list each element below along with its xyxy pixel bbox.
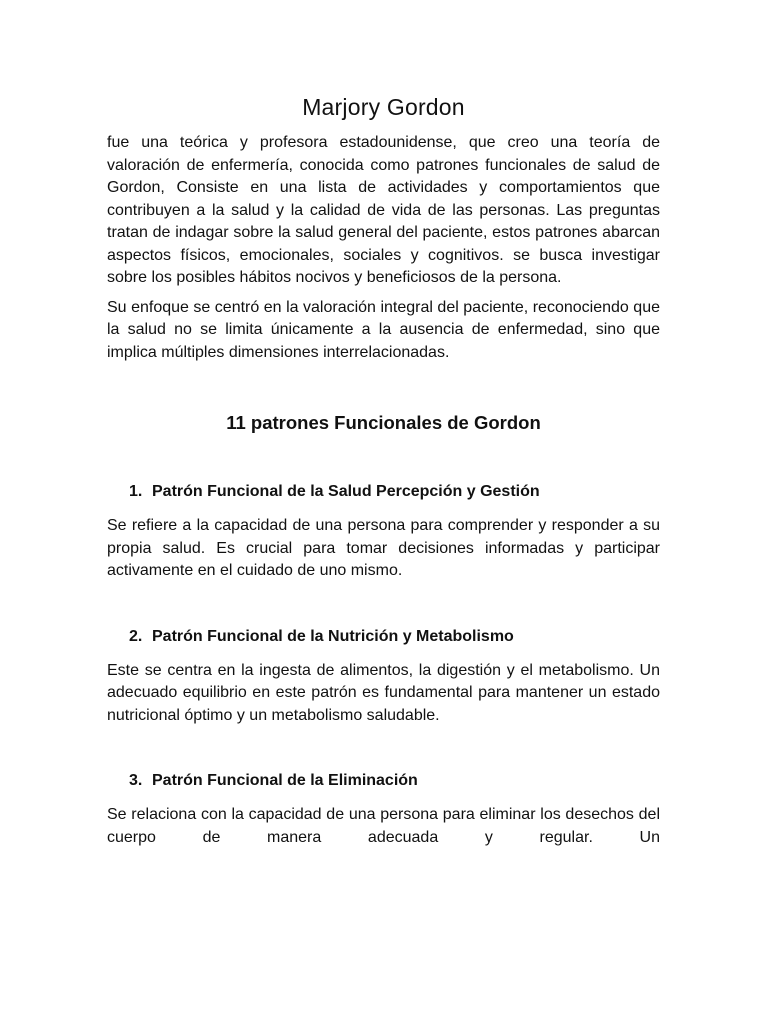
pattern-3 [107, 770, 660, 849]
pattern-text: Este se centra en la ingesta de alimentos, la digestión y el metabolismo. Un adecuado equilibrio en este patrón es fundamental para mantener un estado nutricional óptimo y un metabolismo saludable. [107, 661, 660, 724]
pattern-1 [107, 481, 660, 583]
document-page [107, 92, 660, 856]
document-title: Marjory Gordon [302, 94, 465, 120]
pattern-number: 3. [129, 772, 143, 789]
pattern-heading-text: Patrón Funcional de la Salud Percepción y Gestión [152, 483, 540, 500]
section-title: 11 patrones Funcionales de Gordon [226, 412, 541, 433]
pattern-number: 1. [129, 483, 143, 500]
pattern-heading [107, 626, 660, 648]
pattern-heading [107, 481, 660, 503]
pattern-heading [107, 770, 660, 792]
pattern-text: Se refiere a la capacidad de una persona para comprender y responder a su propia salud. Es crucial para tomar decisiones informadas y participar activamente en el cuidado de uno mismo. [107, 517, 660, 579]
pattern-heading-text: Patrón Funcional de la Eliminación [152, 772, 418, 789]
intro-paragraph-2: Su enfoque se centró en la valoración integral del paciente, reconociendo que la salud no se limita únicamente a la ausencia de enfermedad, sino que implica múltiples dimensiones interrelacionadas. [107, 298, 660, 361]
pattern-heading-text: Patrón Funcional de la Nutrición y Metabolismo [152, 627, 514, 645]
intro-paragraph-1: fue una teórica y profesora estadounidense, que creo una teoría de valoración de enfermería, conocida como patrones funcionales de salud de Gordon, Consiste en una lista de actividades y comportamientos que contribuyen a la salud y la calidad de vida de las personas. Las preguntas tratan de indagar sobre la salud general del paciente, estos patrones abarcan aspectos físicos, emocionales, sociales y cognitivos. se busca investigar sobre los posibles hábitos nocivos y beneficiosos de la persona. [107, 134, 660, 286]
pattern-number: 2. [129, 627, 143, 645]
pattern-text: Se relaciona con la capacidad de una persona para eliminar los desechos del cuerpo de manera adecuada y regular. Un [107, 806, 660, 846]
pattern-2 [107, 626, 660, 728]
